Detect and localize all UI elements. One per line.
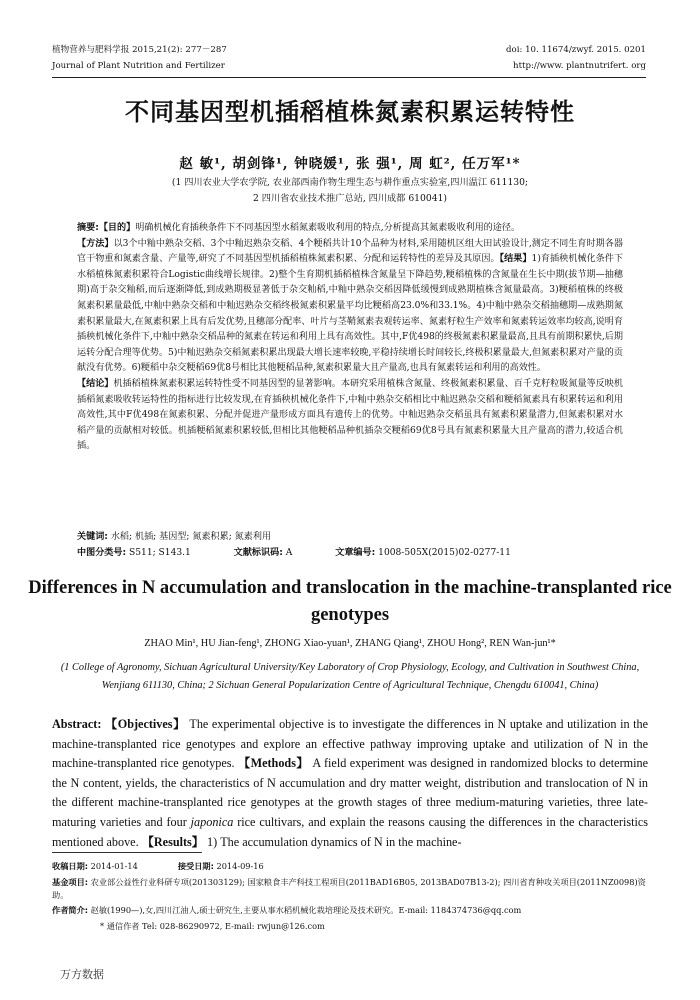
article-number-label: 文章编号: — [335, 548, 376, 558]
doc-code-label: 文献标识码: — [233, 548, 283, 558]
title-cn: 不同基因型机插稻植株氮素积累运转特性 — [125, 98, 575, 126]
abstract-en — [52, 715, 648, 852]
article-number-value: 1008-505X(2015)02-0277-11 — [378, 548, 511, 558]
doc-code-value: A — [285, 548, 293, 558]
fund-text: 农业部公益性行业科研专项(201303129); 国家粮食丰产科技工程项目(2011BAD16B05, 2013BAD07B13-2); 四川省育种攻关项目(2011NZ0098)资助。 — [52, 877, 646, 900]
footnote-fund — [52, 876, 648, 902]
author-bio-text: 赵敏(1990—),女,四川江油人,硕士研究生,主要从事水稻机械化栽培理论及技术研究。E-mail: 1184374736@qq.com — [90, 905, 522, 915]
classification-line — [77, 545, 623, 558]
affiliation-en: (1 College of Agronomy, Sichuan Agricultural University/Key Laboratory of Crop Physiology, Ecology, and Cultivation in Southwest China, Wenjiang 611130, China; 2 Sichuan General Popularization Centre of Agricultural Technique, Chengdu 610041, China) — [60, 662, 640, 691]
methods-tag-cn: 【方法】 — [77, 238, 114, 249]
received-date: 2014-01-14 — [90, 861, 138, 871]
objective-tag-cn: 【目的】 — [98, 223, 136, 233]
results-text-cn: 1)育插秧机械化条件下水稻植株氮素积累符合Logistic曲线增长规律。2)整个生育期机插稻植株含氮量呈下降趋势,粳稻植株的含氮量在生长中期(拔节期—抽穗期)高于杂交籼稻,而后逐渐降低,到成熟期极显著低于杂交籼稻,中籼中熟杂交稻因降低缓慢到成熟期植株含氮量最高。3)粳稻植株的终极氮素积累量最低,中籼中熟杂交稻和中籼迟熟杂交稻终极氮素积累量平均比粳稻高23.0%和33.1%。4)中籼中熟杂交稻抽穗期—成熟期氮素积累量最大,在氮素积累上具有后发优势,且穗部分配率、叶片与茎鞘氮素表观转运率、氮素籽粒生产效率和氮素转运效率均较高,说明育插秧机械化条件下,中籼中熟杂交稻品种的氮素在转运和利用上具有高效性。其中,F优498的终极氮素积累量最高,且具有前期积累快,后期运转分配合理等优势。5)中籼迟熟杂交稻氮素积累出现最大增长速率较晚,平稳持续增长时间较长,终极积累量最大,但氮素积累对产量的贡献没有优势。6)粳稻中杂交粳稻69优8号相比其他粳稻品种,氮素积累量大且产量高,也具有氮素转运和利用的高效性。 — [77, 254, 623, 374]
header-rule — [52, 77, 646, 78]
running-header-top — [52, 45, 646, 57]
doi-text[interactable]: doi: 10. 11674/zwyf. 2015. 0201 — [506, 45, 646, 55]
author-bio-label: 作者简介: — [52, 905, 89, 915]
methods-text-en: A field experiment was designed in randomized blocks to determine the N content, yields, the characteristics of N accumulation and dry matter weight, distribution and translocation of N in the different machine-transplanted rice genotypes at the growth stages of three medium-maturing varieties, three late-maturing varieties and four — [52, 756, 649, 829]
japonica-italic: japonica — [190, 814, 234, 829]
clc-value: S511; S143.1 — [129, 548, 191, 558]
running-header-bottom — [52, 61, 646, 73]
conclusions-text-cn: 机插稻植株氮素积累运转特性受不同基因型的显著影响。本研究采用植株含氮量、终极氮素积累量、百千克籽粒吸氮量等反映机插稻氮素吸收转运特性的指标进行比较发现,在育插秧机械化条件下,中籼中熟杂交稻相比中籼迟熟杂交稻和粳稻氮素具有积累转运和利用高效性,其中F优498在氮素积累、分配并促进产量形成方面具有遗传上的优势。中籼迟熟杂交稻虽具有氮素积累量潜力,但氮素积累对水稻产量的贡献相对较低。机插粳稻氮素积累较低,但相比其他粳稻品种机插杂交粳稻69优8号具有氮素积累量大且产量高的潜力,较适合机插。 — [77, 378, 623, 452]
abstract-en-label: Abstract: — [52, 717, 102, 731]
affiliation-cn-1: (1 四川农业大学农学院, 农业部西南作物生理生态与耕作重点实验室,四川温江 611130; — [171, 177, 529, 188]
keywords-label-cn: 关键词: — [77, 532, 108, 542]
footnote-corresponding: * 通信作者 Tel: 028-86290972, E-mail: rwjun@126.com — [100, 921, 325, 931]
authors-en: ZHAO Min¹, HU Jian-feng¹, ZHONG Xiao-yuan¹, ZHANG Qiang¹, ZHOU Hong², REN Wan-jun¹* — [144, 638, 556, 649]
footnote-rule — [52, 852, 202, 853]
results-text-en: 1) The accumulation dynamics of N in the machine- — [207, 834, 462, 849]
methods-text-cn: 以3个中籼中熟杂交稻、3个中籼迟熟杂交稻、4个粳稻共计10个品种为材料,采用随机区组大田试验设计,测定不同生育时期各器官干物重和氮素含量、产量等,研究了不同基因型机插稻植株氮素积累、分配和运转特性的差异及其原因。 — [77, 238, 623, 265]
abstract-cn — [77, 221, 623, 455]
abstract-cn-label: 摘要: — [77, 223, 99, 233]
footnote-dates — [52, 860, 648, 873]
journal-citation-cn: 植物营养与肥料学报 2015,21(2): 277－287 — [52, 45, 227, 55]
objectives-tag-en: 【Objectives】 — [105, 717, 186, 731]
journal-name-en: Journal of Plant Nutrition and Fertilizer — [52, 61, 225, 71]
received-label: 收稿日期: — [52, 861, 89, 871]
fund-label: 基金项目: — [52, 877, 89, 887]
affiliation-cn-2: 2 四川省农业技术推广总站, 四川成都 610041) — [253, 193, 447, 204]
objective-text-cn: 明确机械化育插秧条件下不同基因型水稻氮素吸收利用的特点,分析提高其氮素吸收利用的途径。 — [135, 223, 521, 233]
clc-label: 中图分类号: — [77, 548, 127, 558]
journal-url-link[interactable]: http://www. plantnutrifert. org — [513, 61, 646, 71]
footer-brand: 万方数据 — [60, 968, 104, 981]
accepted-date: 2014-09-16 — [216, 861, 264, 871]
results-tag-cn: 【结果】 — [499, 254, 532, 265]
keywords-cn — [77, 529, 271, 542]
keywords-text-cn: 水稻; 机插; 基因型; 氮素积累; 氮素利用 — [110, 532, 272, 542]
methods-end-en: rice cultivars, and explain the reasons causing the differences in the characteristics mentioned above. — [52, 814, 649, 849]
accepted-label: 接受日期: — [177, 861, 214, 871]
objectives-text-en: The experimental objective is to investigate the differences in N uptake and utilization in the machine-transplanted rice genotypes and explore an effective pathway improving uptake and utilization of N in the machine-transplanted rice genotypes. — [52, 717, 649, 771]
conclusions-tag-cn: 【结论】 — [77, 378, 114, 389]
methods-tag-en: 【Methods】 — [237, 756, 309, 771]
authors-cn: 赵 敏¹, 胡剑锋¹, 钟晓媛¹, 张 强¹, 周 虹², 任万军¹* — [179, 156, 521, 172]
title-en: Differences in N accumulation and translocation in the machine-transplanted rice genotypes — [28, 578, 672, 625]
footnote-author — [52, 904, 648, 917]
results-tag-en: 【Results】 — [141, 834, 204, 849]
